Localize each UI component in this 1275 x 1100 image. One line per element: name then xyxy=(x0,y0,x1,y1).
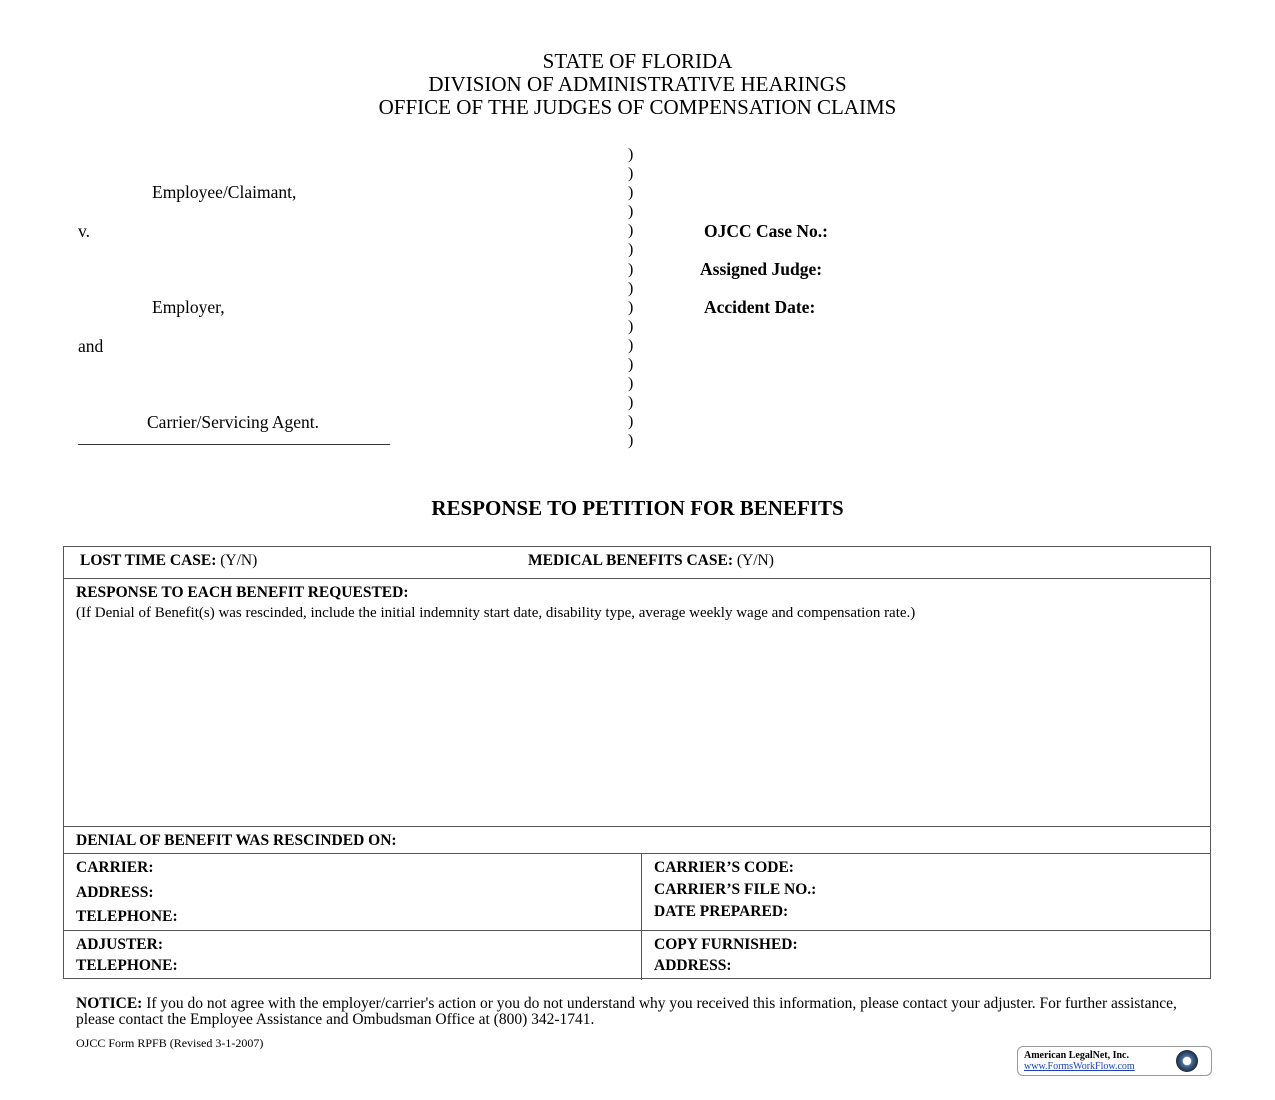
response-label: RESPONSE TO EACH BENEFIT REQUESTED: xyxy=(76,584,409,601)
carrier-code-field: CARRIER’S CODE: xyxy=(654,859,794,876)
telephone-field: TELEPHONE: xyxy=(76,908,178,925)
rescinded-label: DENIAL OF BENEFIT WAS RESCINDED ON: xyxy=(76,832,397,849)
copy-furnished-field: COPY FURNISHED: xyxy=(654,936,798,953)
american-legalnet-logo xyxy=(1017,1046,1212,1076)
lost-time-yn[interactable]: (Y/N) xyxy=(216,552,258,569)
form-title: RESPONSE TO PETITION FOR BENEFITS xyxy=(431,496,844,520)
employer-label: Employer, xyxy=(152,297,225,317)
employee-label: Employee/Claimant, xyxy=(152,182,297,202)
globe-icon xyxy=(1176,1050,1198,1072)
accident-date-label: Accident Date: xyxy=(704,297,816,317)
and-label: and xyxy=(78,336,104,356)
notice xyxy=(76,996,1206,1028)
notice-text: If you do not agree with the employer/carrier's action or you do not understand why you received this information, please contact your adjuster. For further assistance, please contact the Employee Assistance and Ombudsman Office at (800) 342-1741. xyxy=(76,995,1177,1028)
form-id: OJCC Form RPFB (Revised 3-1-2007) xyxy=(76,1036,264,1050)
medical-label: MEDICAL BENEFITS CASE: xyxy=(528,552,733,569)
date-prepared-field: DATE PREPARED: xyxy=(654,903,789,920)
address-field: ADDRESS: xyxy=(76,884,154,901)
carrier-file-field: CARRIER’S FILE NO.: xyxy=(654,881,817,898)
carrier-label: Carrier/Servicing Agent. xyxy=(147,412,320,432)
medical-yn[interactable]: (Y/N) xyxy=(733,552,774,569)
judge-label: Assigned Judge: xyxy=(700,259,823,279)
copy-address-field: ADDRESS: xyxy=(654,957,732,974)
notice-label: NOTICE: xyxy=(76,995,143,1012)
case-no-label: OJCC Case No.: xyxy=(704,221,828,241)
adjuster-field: ADJUSTER: xyxy=(76,936,163,953)
response-table xyxy=(63,546,1211,979)
logo-url[interactable]: www.FormsWorkFlow.com xyxy=(1024,1061,1135,1072)
logo-name: American LegalNet, Inc. xyxy=(1024,1050,1129,1061)
lost-time-label: LOST TIME CASE: xyxy=(80,552,217,569)
carrier-field: CARRIER: xyxy=(76,859,154,876)
adjuster-telephone-field: TELEPHONE: xyxy=(76,957,178,974)
header-division: DIVISION OF ADMINISTRATIVE HEARINGS xyxy=(428,72,847,96)
header-state: STATE OF FLORIDA xyxy=(542,49,733,73)
header-office: OFFICE OF THE JUDGES OF COMPENSATION CLAIMS xyxy=(378,95,897,119)
caption-underline: _______________________________________ xyxy=(78,430,390,447)
response-note: (If Denial of Benefit(s) was rescinded, include the initial indemnity start date, disability type, average weekly wage and compensation rate.) xyxy=(76,605,916,621)
caption-parens: ) ) ) ) ) ) ) ) ) ) ) ) ) ) ) ) xyxy=(628,146,634,450)
versus-label: v. xyxy=(78,221,90,241)
